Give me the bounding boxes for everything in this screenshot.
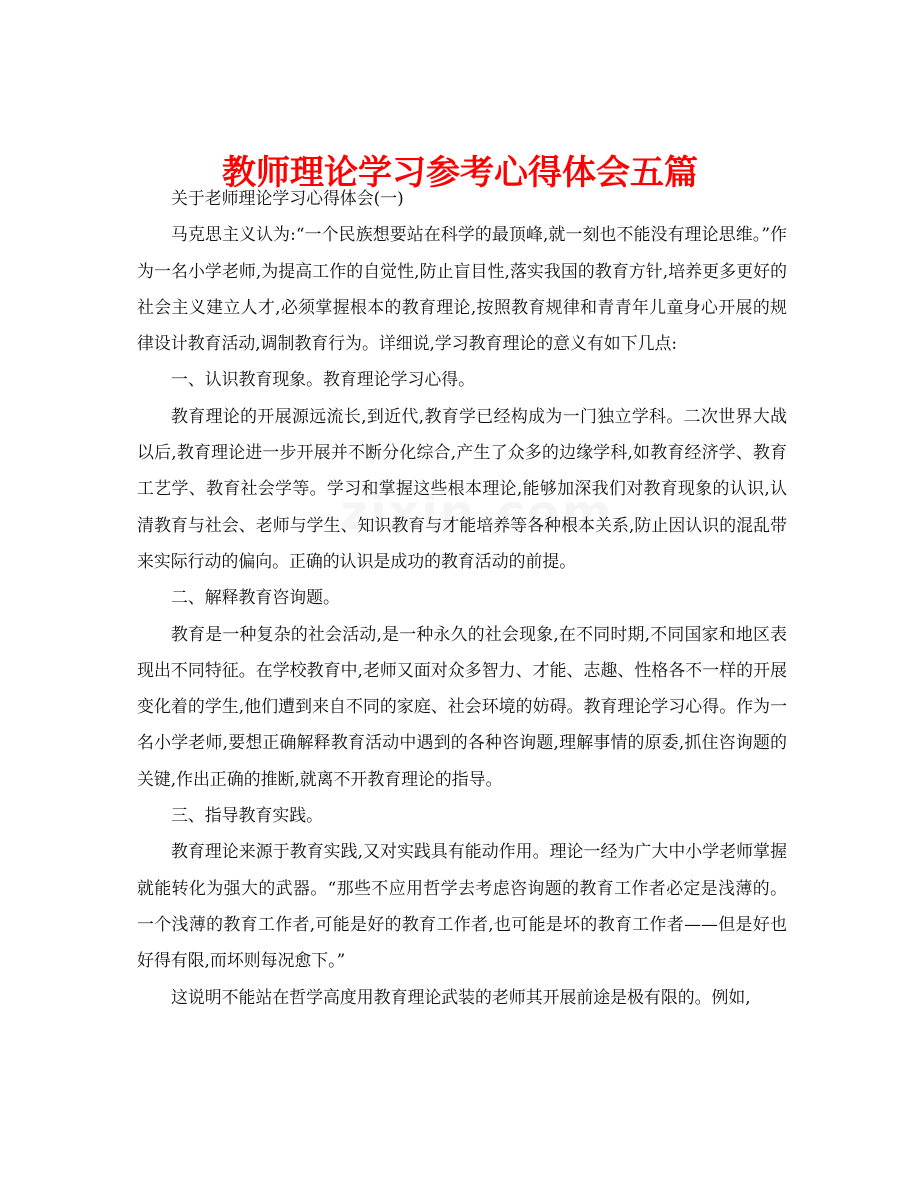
- section-heading: 一、认识教育现象。教育理论学习心得。: [171, 369, 476, 390]
- body-paragraph: 教育是一种复杂的社会活动,是一种永久的社会现象,在不同时期,不同国家和地区表现出不同特征。在学校教育中,老师又面对众多智力、才能、志趣、性格各不一样的开展变化着的学生,他们遭到来自不同的家庭、社会环境的妨碍。教育理论学习心得。作为一名小学老师,要想正确解释教育活动中遇到的各种咨询题,理解事情的原委,抓住咨询题的关键,作出正确的推断,就离不开教育理论的指导。: [137, 623, 787, 789]
- body-paragraph: 教育理论来源于教育实践,又对实践具有能动作用。理论一经为广大中小学老师掌握就能转化为强大的武器。“那些不应用哲学去考虑咨询题的教育工作者必定是浅薄的。一个浅薄的教育工作者,可能是好的教育工作者,也可能是坏的教育工作者——但是好也好得有限,而坏则每况愈下。”: [137, 841, 787, 971]
- body-paragraph: 马克思主义认为:“一个民族想要站在科学的最顶峰,就一刻也不能没有理论思维。”作为一名小学老师,为提高工作的自觉性,防止盲目性,落实我国的教育方针,培养更多更好的社会主义建立人才,必须掌握根本的教育理论,按照教育规律和青青年儿童身心开展的规律设计教育活动,调制教育行为。详细说,学习教育理论的意义有如下几点:: [137, 224, 787, 354]
- subtitle-paragraph: 关于老师理论学习心得体会(一): [171, 188, 404, 208]
- body-paragraph: 教育理论的开展源远流长,到近代,教育学已经构成为一门独立学科。二次世界大战以后,教育理论进一步开展并不断分化综合,产生了众多的边缘学科,如教育经济学、教育工艺学、教育社会学等。学习和掌握这些根本理论,能够加深我们对教育现象的认识,认清教育与社会、老师与学生、知识教育与才能培养等各种根本关系,防止因认识的混乱带来实际行动的偏向。正确的认识是成功的教育活动的前提。: [137, 405, 787, 571]
- section-heading: 三、指导教育实践。: [171, 805, 324, 826]
- document-title: 教师理论学习参考心得体会五篇: [222, 152, 698, 193]
- document-body: [137, 180, 787, 1015]
- section-heading: 二、解释教育咨询题。: [171, 587, 340, 608]
- body-paragraph: 这说明不能站在哲学高度用教育理论武装的老师其开展前途是极有限的。例如,: [171, 986, 751, 1007]
